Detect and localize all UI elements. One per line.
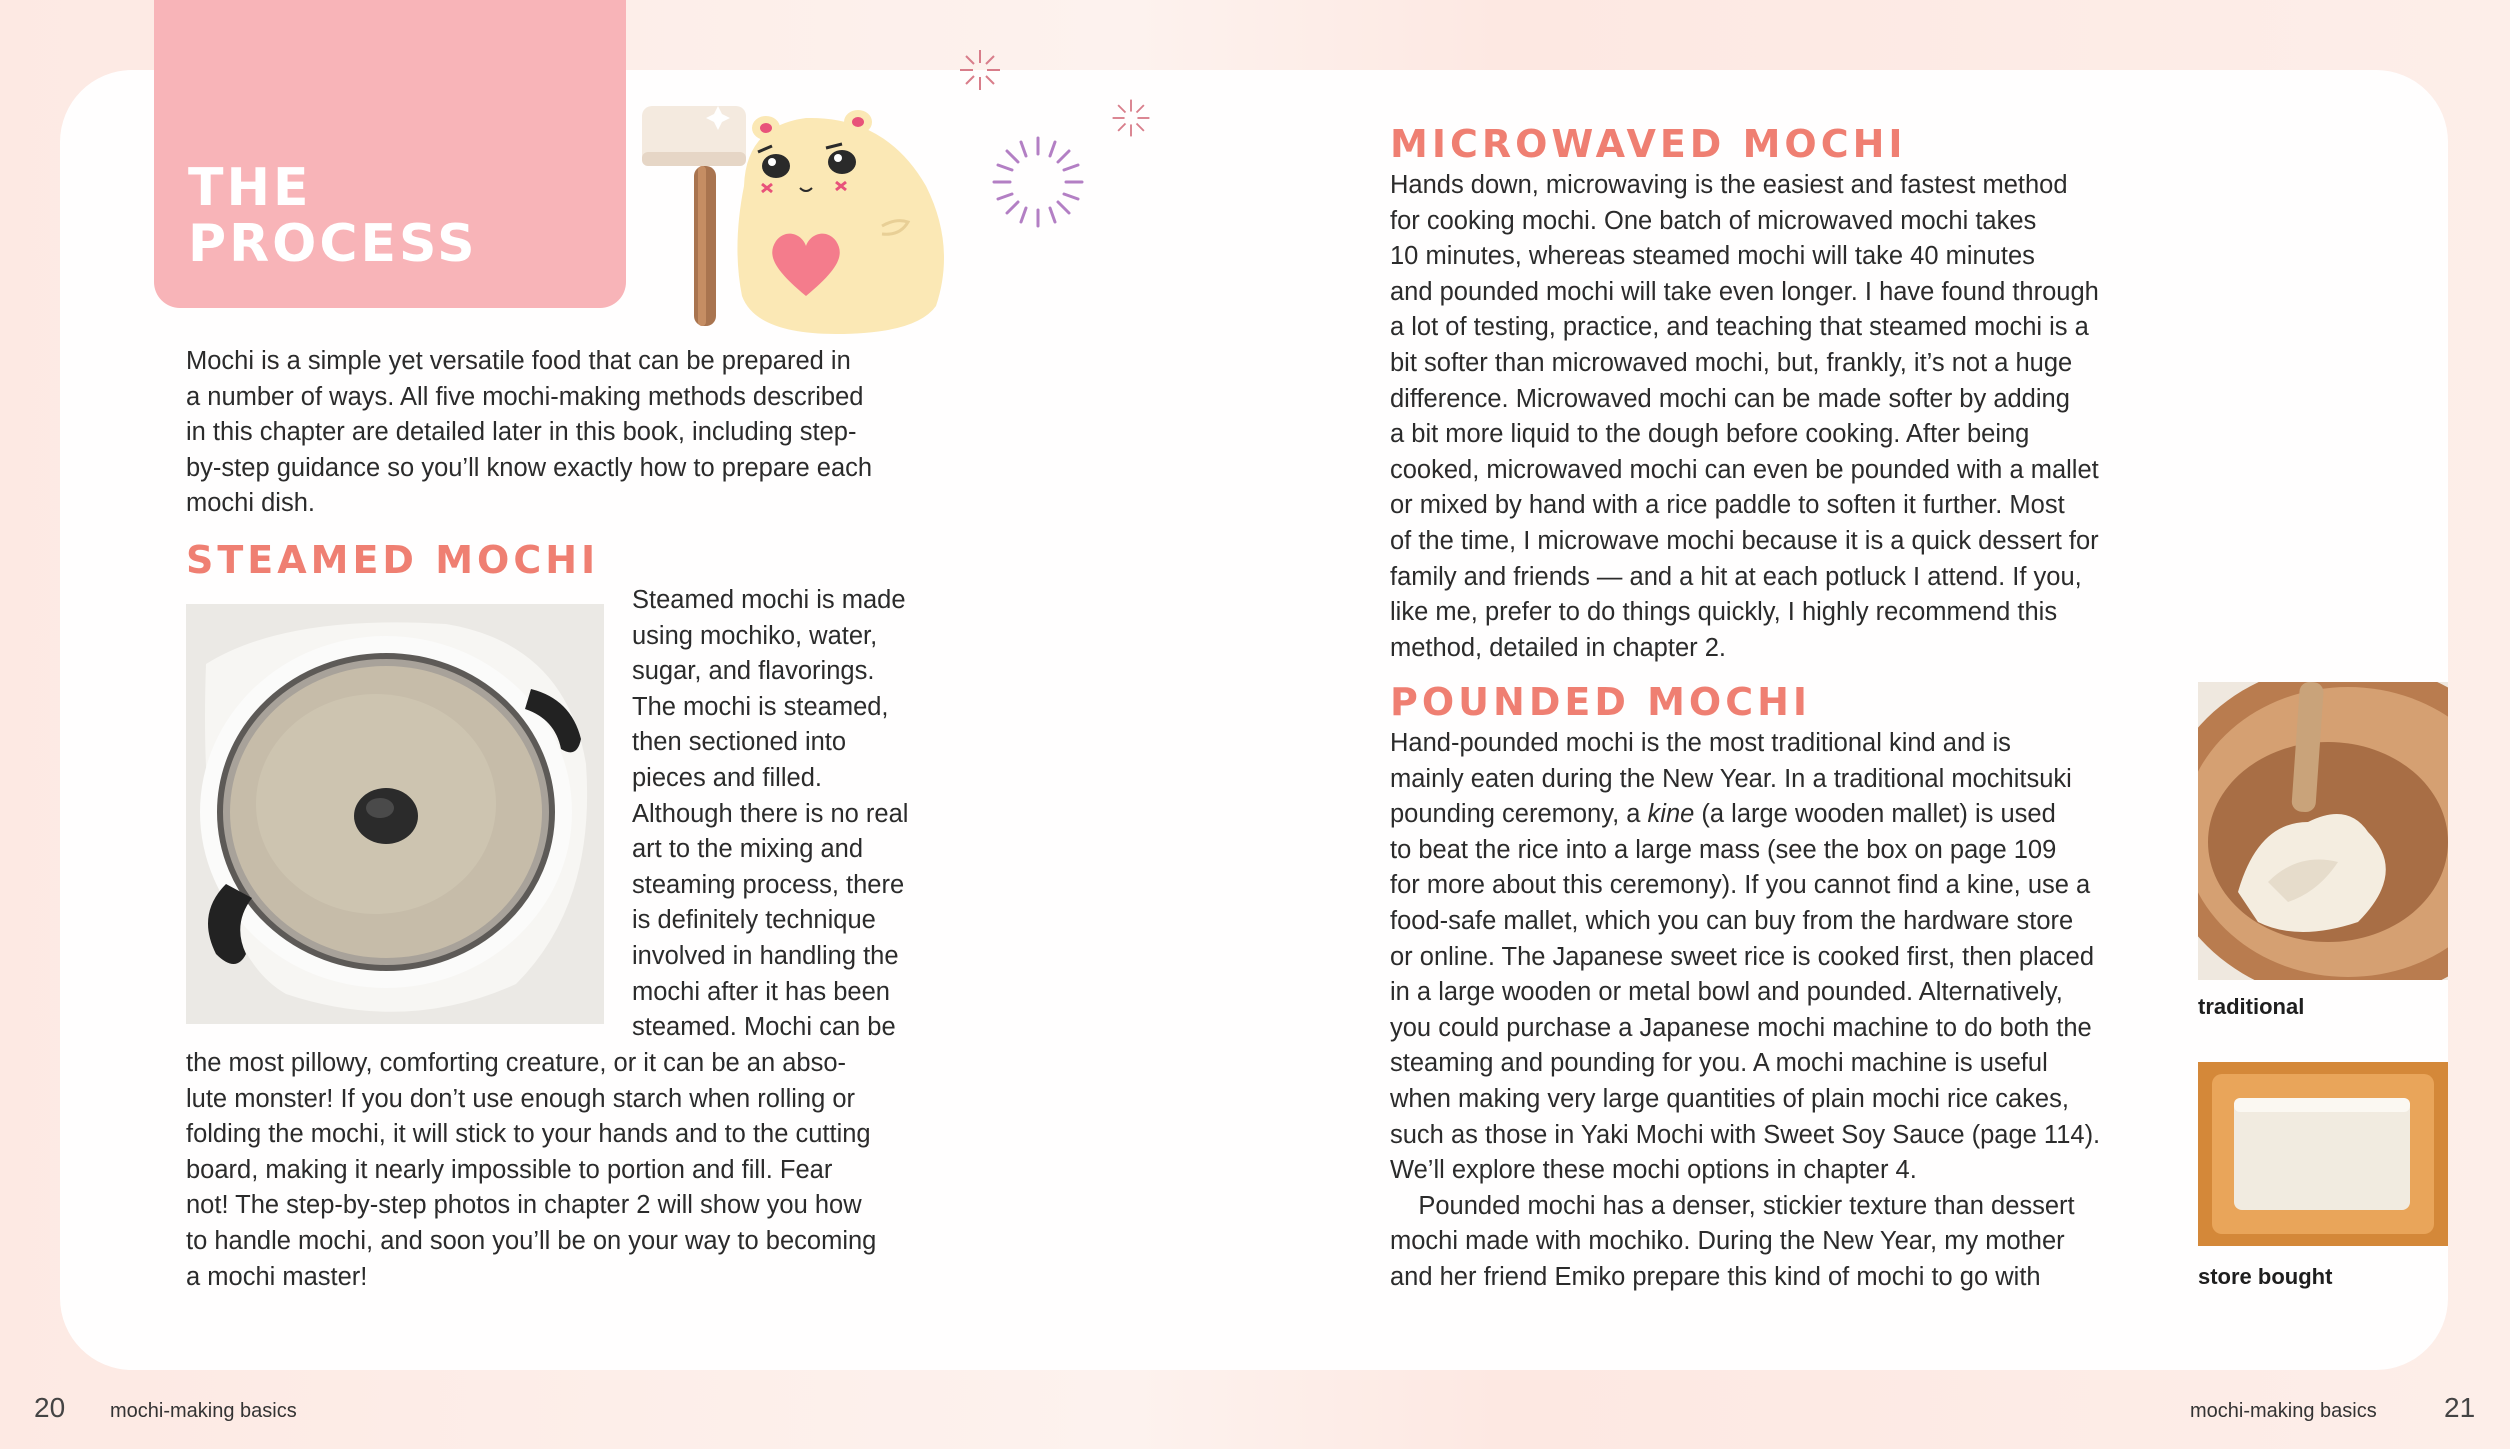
pounded-line: and her friend Emiko prepare this kind of mochi to go with (1390, 1262, 2041, 1291)
steamed-side-text (632, 583, 908, 1046)
steamed-line: board, making it nearly impossible to portion and fill. Fear (186, 1155, 833, 1184)
intro-line: in this chapter are detailed later in this book, including step- (186, 418, 857, 447)
caption-traditional: traditional (2198, 994, 2305, 1019)
pounded-line: in a large wooden or metal bowl and pounded. Alternatively, (1390, 978, 2063, 1007)
firework-burst-icon (988, 132, 1088, 232)
page-number-left: 20 (34, 1392, 66, 1423)
microwaved-line: like me, prefer to do things quickly, I highly recommend this (1390, 598, 2058, 627)
pounded-line: Pounded mochi has a denser, stickier texture than dessert (1390, 1191, 2075, 1220)
title-line-2: PROCESS (188, 214, 478, 274)
steamed-line: Steamed mochi is made (632, 586, 906, 614)
intro-line: a number of ways. All five mochi-making methods described (186, 382, 864, 411)
pounded-line: Hand-pounded mochi is the most traditional kind and is (1390, 729, 2011, 757)
microwaved-line: Hands down, microwaving is the easiest and fastest method (1390, 171, 2068, 199)
steamed-line: steamed. Mochi can be (632, 1013, 896, 1042)
microwaved-line: difference. Microwaved mochi can be made softer by adding (1390, 384, 2070, 413)
steamed-line: involved in handling the (632, 941, 899, 970)
microwaved-line: cooked, microwaved mochi can even be pounded with a mallet (1390, 455, 2099, 484)
kine-term: kine (1647, 800, 1695, 829)
intro-line: mochi dish. (186, 489, 315, 518)
wooden-bowl-illustration (2198, 682, 2448, 980)
pounded-line: you could purchase a Japanese mochi machine to do both the (1390, 1013, 2092, 1042)
microwaved-line: method, detailed in chapter 2. (1390, 633, 1726, 662)
pounded-line: for more about this ceremony). If you cannot find a kine, use a (1390, 871, 2091, 900)
traditional-mochi-photo (2198, 682, 2448, 980)
packaged-mochi-illustration (2198, 1062, 2448, 1246)
steamed-line: art to the mixing and (632, 835, 864, 864)
pounded-line: We’ll explore these mochi options in chapter 4. (1390, 1156, 1917, 1185)
steamed-line: folding the mochi, it will stick to your hands and to the cutting (186, 1120, 871, 1149)
microwaved-line: and pounded mochi will take even longer. I have found through (1390, 277, 2099, 306)
steamed-full-text (186, 1046, 876, 1295)
microwaved-line: of the time, I microwave mochi because it is a quick dessert for (1390, 526, 2099, 555)
steamed-line: the most pillowy, comforting creature, or it can be an abso- (186, 1049, 846, 1077)
steamed-mochi-heading: STEAMED MOCHI (186, 538, 600, 582)
microwaved-line: a bit more liquid to the dough before cooking. After being (1390, 420, 2030, 449)
steamed-line: not! The step-by-step photos in chapter 2 will show you how (186, 1191, 862, 1220)
title-line-1: THE (188, 158, 312, 218)
steamed-line: mochi after it has been (632, 977, 890, 1006)
intro-line: Mochi is a simple yet versatile food that can be prepared in (186, 347, 851, 375)
firework-burst-icon (955, 45, 1005, 95)
hamster-mascot-icon (636, 96, 956, 336)
pounded-line: to beat the rice into a large mass (see the box on page 109 (1390, 835, 2057, 864)
intro-line: by-step guidance so you’ll know exactly how to prepare each (186, 453, 873, 482)
mallet-icon (642, 106, 746, 326)
microwaved-line: a lot of testing, practice, and teaching that steamed mochi is a (1390, 313, 2089, 342)
running-head-left: mochi-making basics (110, 1400, 297, 1422)
steamed-line: to handle mochi, and soon you’ll be on your way to becoming (186, 1226, 877, 1255)
pounded-text-span: (a large wooden mallet) is used (1694, 800, 2056, 829)
caption-store-bought: store bought (2198, 1264, 2333, 1289)
pounded-line: or online. The Japanese sweet rice is cooked first, then placed (1390, 942, 2095, 971)
page-number-right: 21 (2444, 1392, 2476, 1423)
pounded-text (1390, 726, 2100, 1296)
running-head-right: mochi-making basics (2190, 1400, 2377, 1422)
microwaved-line: bit softer than microwaved mochi, but, frankly, it’s not a huge (1390, 348, 2073, 377)
pounded-line: mochi made with mochiko. During the New Year, my mother (1390, 1227, 2065, 1256)
steamed-line: is definitely technique (632, 906, 876, 935)
microwaved-line: 10 minutes, whereas steamed mochi will take 40 minutes (1390, 242, 2035, 271)
steamed-line: lute monster! If you don’t use enough starch when rolling or (186, 1084, 856, 1113)
steamed-line: Although there is no real (632, 799, 909, 828)
steamed-line: using mochiko, water, (632, 621, 878, 650)
steamed-line: The mochi is steamed, (632, 692, 889, 721)
pounded-line: steaming and pounding for you. A mochi machine is useful (1390, 1049, 2048, 1078)
steamed-line: steaming process, there (632, 870, 905, 899)
steamed-line: then sectioned into (632, 728, 847, 757)
pounded-line: such as those in Yaki Mochi with Sweet Soy Sauce (page 114). (1390, 1120, 2101, 1149)
pounded-line: food-safe mallet, which you can buy from the hardware store (1390, 906, 2074, 935)
steamed-line: a mochi master! (186, 1262, 368, 1291)
steamed-line: pieces and filled. (632, 763, 822, 792)
microwaved-mochi-heading: MICROWAVED MOCHI (1390, 122, 1907, 166)
microwaved-line: or mixed by hand with a rice paddle to soften it further. Most (1390, 491, 2065, 520)
pot-lid-illustration (186, 604, 604, 1024)
microwaved-line: family and friends — and a hit at each potluck I attend. If you, (1390, 562, 2082, 591)
pounded-mochi-heading: POUNDED MOCHI (1390, 680, 1812, 724)
firework-burst-icon (1108, 95, 1154, 141)
microwaved-text (1390, 168, 2099, 666)
pounded-line: mainly eaten during the New Year. In a traditional mochitsuki (1390, 764, 2072, 793)
pounded-line: when making very large quantities of plain mochi rice cakes, (1390, 1084, 2069, 1113)
intro-paragraph (186, 344, 872, 522)
page-title (188, 160, 478, 272)
steamed-line: sugar, and flavorings. (632, 657, 875, 686)
steamed-mochi-photo (186, 604, 604, 1024)
microwaved-line: for cooking mochi. One batch of microwaved mochi takes (1390, 206, 2037, 235)
pounded-text-span: pounding ceremony, a (1390, 800, 1648, 829)
pounded-line (1390, 797, 2100, 833)
store-bought-mochi-photo (2198, 1062, 2448, 1246)
